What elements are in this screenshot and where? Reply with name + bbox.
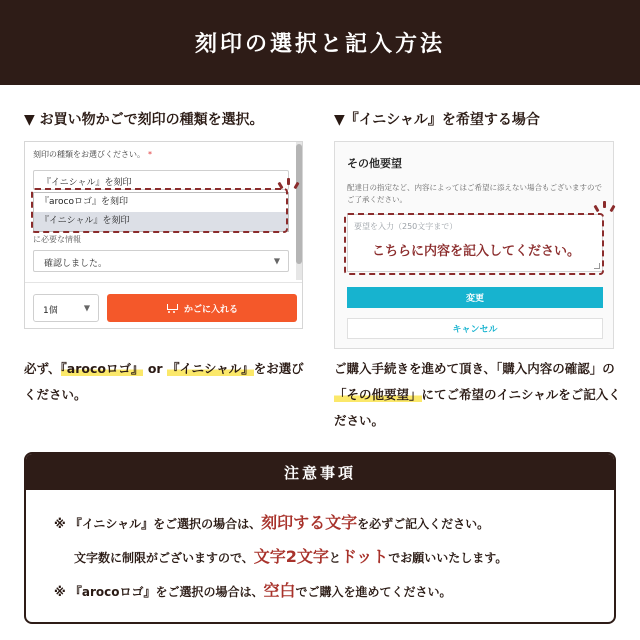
engraving-type-label: 刻印の種類をお選びください。 * — [33, 150, 152, 159]
required-mark: * — [148, 150, 152, 159]
textarea-highlight-frame — [344, 213, 604, 275]
textarea-placeholder: 要望を入力（250文字まで） — [354, 222, 458, 231]
notice-line-3: ※ 『arocoロゴ』をご選択の場合は、空白でご購入を進めてください。 — [54, 581, 452, 600]
divider — [25, 282, 303, 283]
chevron-down-icon: ▼ — [273, 256, 280, 266]
dropdown-highlight-frame — [31, 188, 288, 233]
panel-description: 配達日の指定など、内容によってはご希望に添えない場合もございますのでご了承ください。 — [347, 183, 602, 204]
notice-title: 注意事項 — [26, 454, 614, 490]
panel-title: その他要望 — [347, 157, 402, 170]
cancel-button[interactable]: キャンセル — [347, 318, 603, 339]
confirmation-select[interactable]: 確認しました。 ▼ — [33, 250, 289, 272]
option-initial[interactable]: 『イニシャル』を刻印 — [34, 212, 288, 231]
option-aroco-logo[interactable]: 『arocoロゴ』を刻印 — [40, 197, 128, 207]
scrollbar-thumb[interactable] — [296, 144, 302, 264]
chevron-down-icon: ▼ — [83, 303, 90, 313]
obscured-label: に必要な情報 — [33, 235, 81, 244]
engraving-type-select[interactable]: 『イニシャル』を刻印 — [33, 170, 289, 190]
highlight-other-requests: 「その他要望」 — [334, 387, 422, 402]
right-caption: ご購入手続きを進めて頂き、「購入内容の確認」の「その他要望」にてご希望のイニシャルをご記入ください。 — [334, 361, 621, 428]
spark-mark — [287, 178, 290, 185]
notice-box — [24, 452, 616, 624]
change-button[interactable]: 変更 — [347, 287, 603, 308]
scrollbar[interactable] — [296, 142, 302, 280]
cart-icon — [166, 303, 178, 313]
highlight-initial: 『イニシャル』 — [166, 361, 254, 376]
quantity-select[interactable]: 1個 ▼ — [33, 294, 99, 322]
page-title: 刻印の選択と記入方法 — [194, 32, 445, 57]
page-header — [0, 0, 640, 85]
cart-engraving-panel — [24, 141, 303, 329]
right-section-heading: ▼『イニシャル』を希望する場合 — [334, 112, 540, 128]
spark-mark — [603, 201, 606, 208]
left-caption: 必ず、『arocoロゴ』 or 『イニシャル』をお選びください。 — [24, 361, 304, 402]
notice-line-2: 文字数に制限がございますので、文字2文字とドットでお願いいたします。 — [74, 547, 508, 566]
textarea-hint: こちらに内容を記入してください。 — [371, 244, 580, 259]
left-section-heading: ▼ お買い物かごで刻印の種類を選択。 — [24, 112, 264, 128]
add-to-cart-button[interactable]: かごに入れる — [107, 294, 297, 322]
notice-line-1: ※ 『イニシャル』をご選択の場合は、刻印する文字を必ずご記入ください。 — [54, 513, 490, 532]
highlight-aroco-logo: 『arocoロゴ』 — [60, 361, 144, 376]
